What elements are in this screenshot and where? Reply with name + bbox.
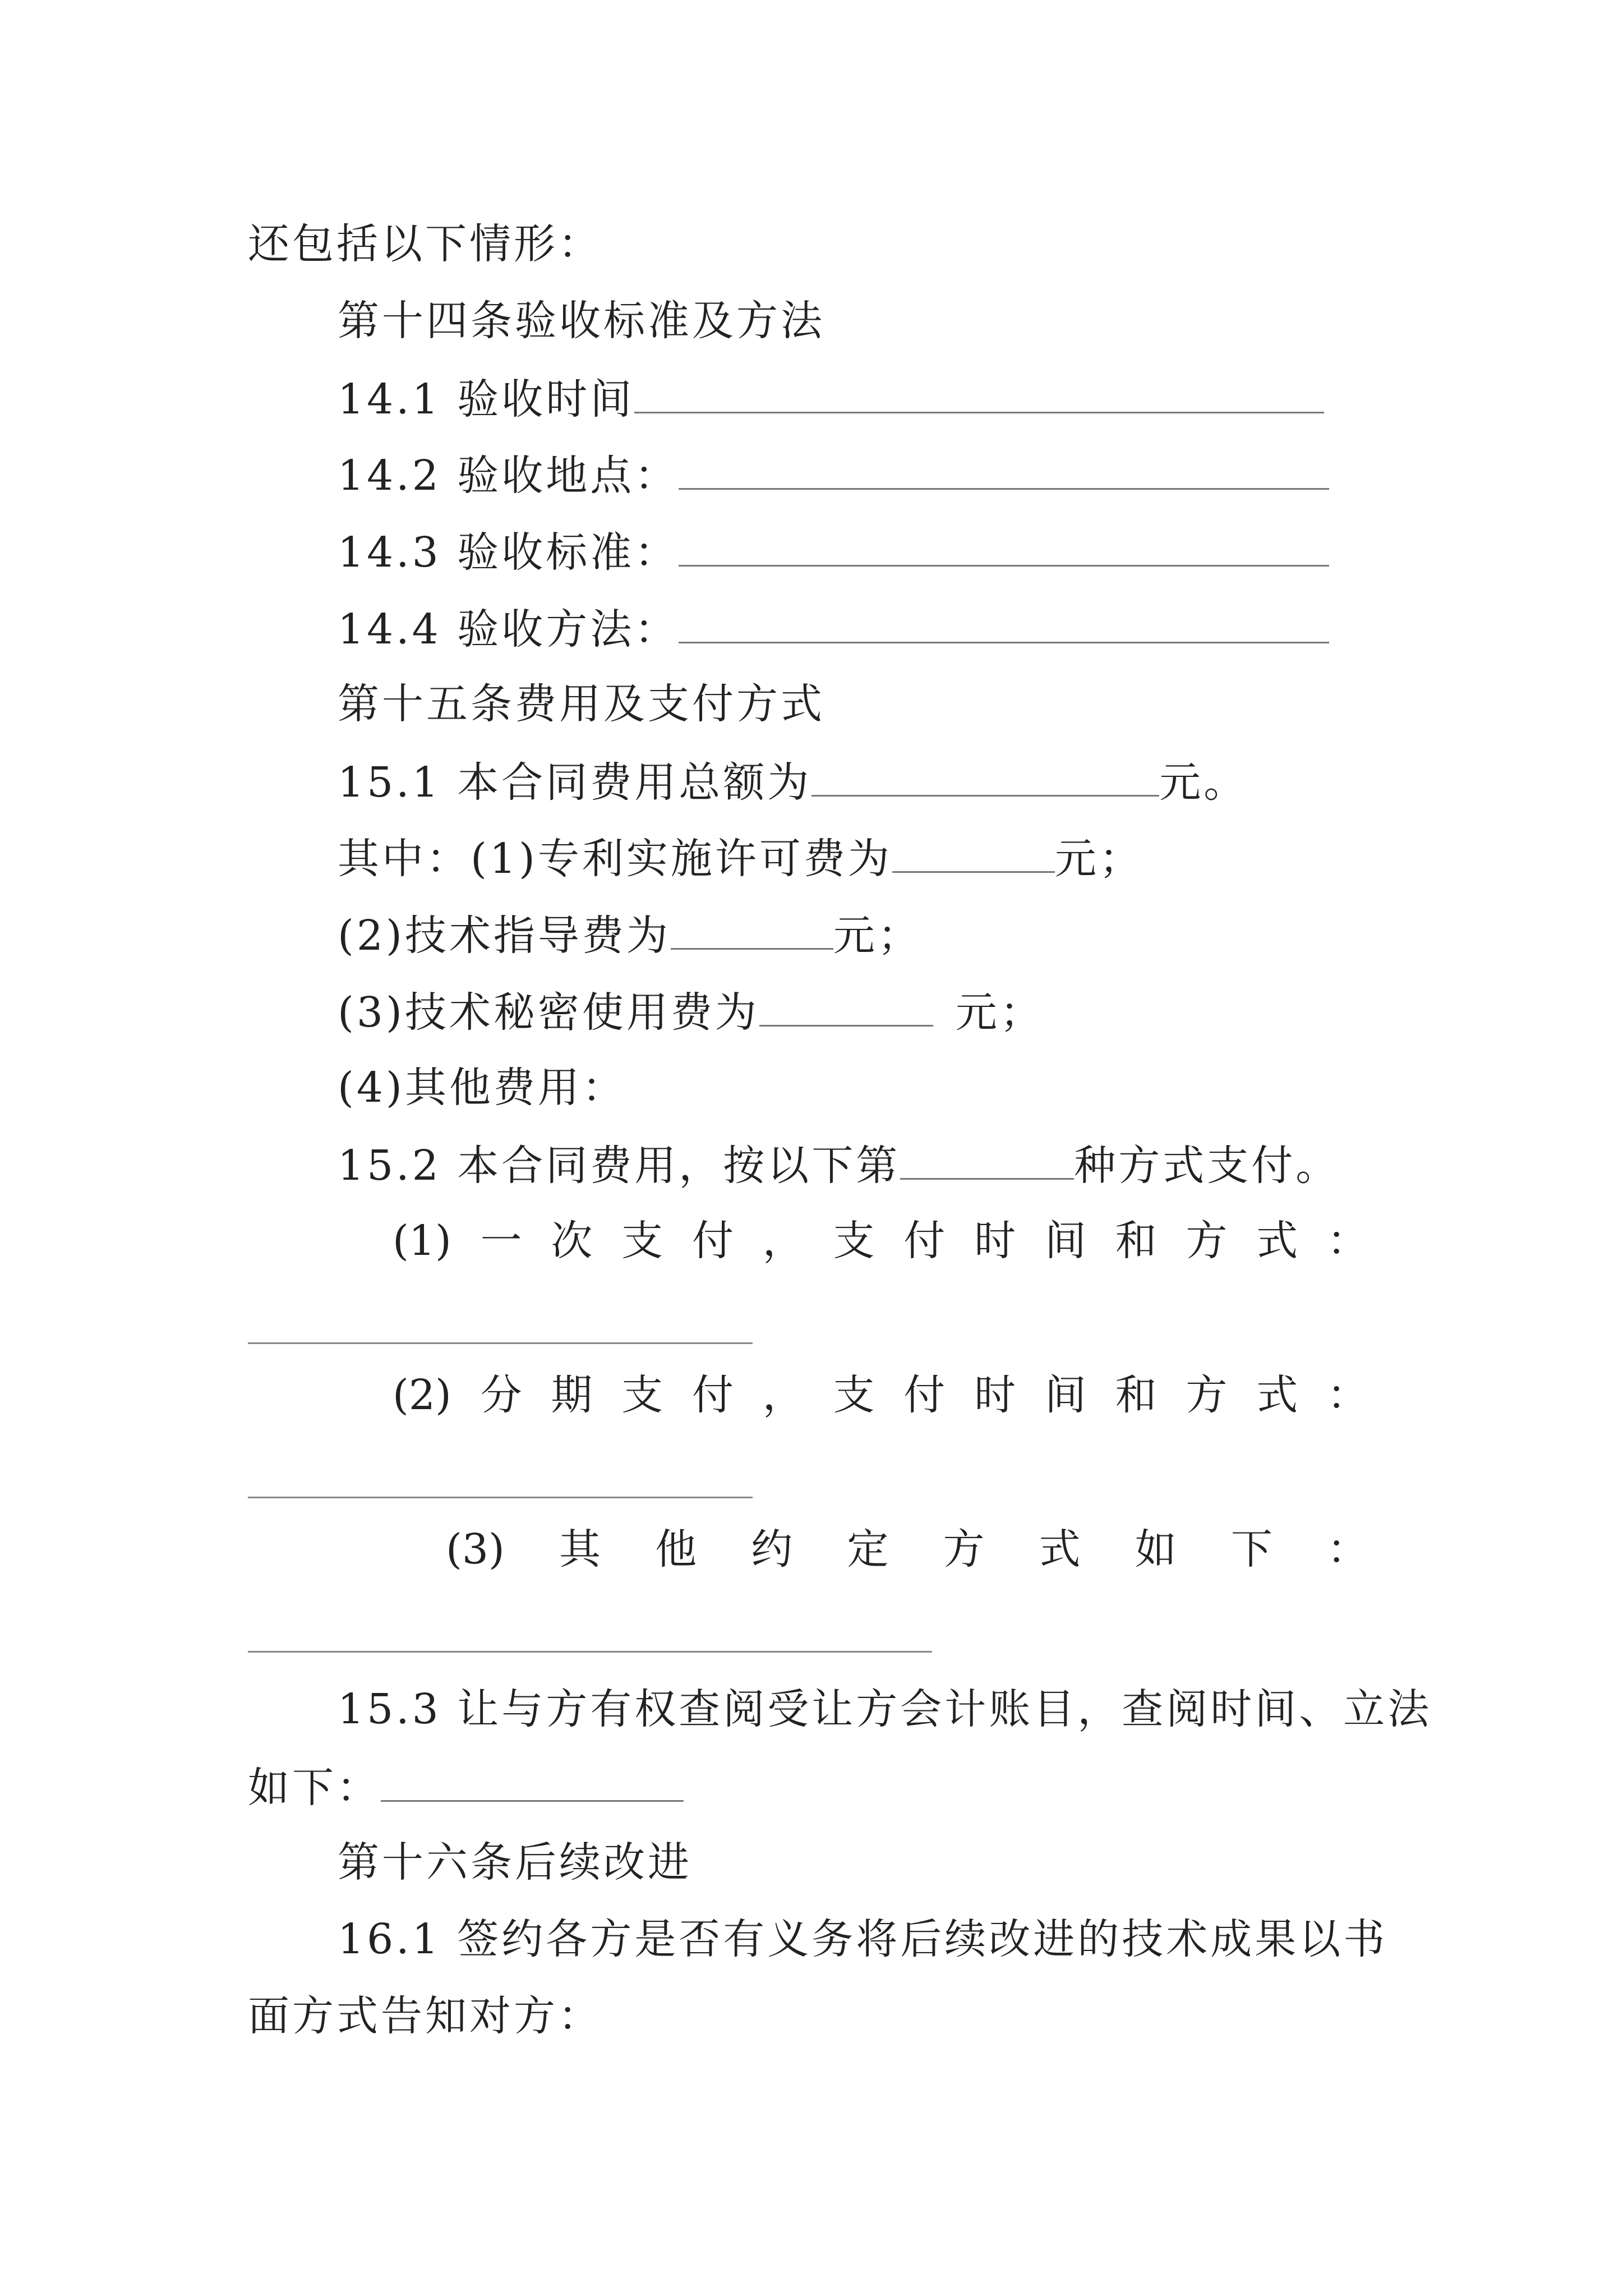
fill-blank[interactable] [892, 836, 1055, 873]
payment-option-1 [393, 1217, 1368, 1265]
option-char: 支 [621, 1217, 663, 1265]
clause-label: (2)技术指导费为 [338, 912, 671, 960]
option-char: 付 [903, 1217, 946, 1265]
payment-option-3 [446, 1525, 1368, 1573]
option-char: 付 [691, 1371, 734, 1419]
clause-14-3 [338, 528, 1329, 577]
clause-label: 其中：(1)专利实施许可费为 [338, 835, 892, 883]
fill-blank[interactable] [679, 530, 1329, 567]
option-char: 时 [974, 1217, 1016, 1265]
fee-item-2 [338, 912, 922, 960]
unit-label: 元。 [1159, 758, 1248, 807]
option-char: 间 [1044, 1217, 1086, 1265]
text-line: 还包括以下情形： [248, 220, 602, 268]
fee-item-3 [338, 988, 1044, 1037]
clause-14-4 [338, 605, 1329, 654]
clause-label: 如下： [248, 1764, 381, 1812]
option-char: 和 [1115, 1217, 1157, 1265]
option-char: ： [1326, 1525, 1368, 1573]
section-heading-14: 第十四条验收标准及方法 [338, 297, 825, 345]
option-char: ， [762, 1217, 804, 1265]
clause-14-1 [338, 375, 1324, 424]
fill-blank[interactable] [759, 990, 933, 1027]
clause-label: 14.4 验收方法： [338, 605, 679, 654]
option-char: 一 [480, 1217, 522, 1265]
option-char: 其 [559, 1525, 601, 1573]
option-char: 和 [1115, 1371, 1157, 1419]
option-char: 支 [833, 1371, 875, 1419]
option-char: 分 [480, 1371, 522, 1419]
clause-label-end: 种方式支付。 [1074, 1142, 1340, 1190]
fill-blank[interactable] [679, 453, 1329, 490]
clause-15-1 [338, 758, 1248, 807]
fee-item-4: (4)其他费用： [338, 1064, 626, 1112]
section-heading-16: 第十六条后续改进 [338, 1838, 692, 1887]
option-char: (2) [393, 1371, 451, 1419]
clause-16-1: 16.1 签约各方是否有义务将后续改进的技术成果以书 [338, 1915, 1388, 1963]
option-char: 时 [974, 1371, 1016, 1419]
option-char: 约 [751, 1525, 793, 1573]
option-char: 如 [1135, 1525, 1177, 1573]
option-char: 期 [551, 1371, 593, 1419]
fill-blank[interactable] [900, 1143, 1074, 1180]
option-char: 支 [833, 1217, 875, 1265]
option-char: (1) [393, 1217, 451, 1265]
option-char: ： [1326, 1217, 1368, 1265]
option-char: 下 [1230, 1525, 1272, 1573]
option-char: 支 [621, 1371, 663, 1419]
unit-label: 元； [1054, 835, 1144, 883]
clause-label: 15.1 本合同费用总额为 [338, 758, 812, 807]
clause-label: (3)技术秘密使用费为 [338, 988, 759, 1037]
unit-label: 元； [833, 912, 922, 960]
fill-blank[interactable] [671, 913, 833, 950]
section-heading-15: 第十五条费用及支付方式 [338, 680, 825, 728]
clause-label: 15.2 本合同费用，按以下第 [338, 1142, 901, 1190]
clause-label: 14.1 验收时间 [338, 375, 635, 424]
fill-blank[interactable] [248, 1497, 753, 1498]
option-char: 式 [1256, 1371, 1298, 1419]
option-char: 定 [847, 1525, 889, 1573]
option-char: 式 [1039, 1525, 1081, 1573]
fill-blank[interactable] [248, 1651, 932, 1653]
fill-blank[interactable] [248, 1342, 753, 1344]
option-char: 间 [1044, 1371, 1086, 1419]
option-char: 方 [1186, 1371, 1228, 1419]
option-char: 方 [1186, 1217, 1228, 1265]
fill-blank[interactable] [679, 607, 1329, 643]
fee-item-1 [338, 835, 1144, 883]
option-char: 方 [943, 1525, 985, 1573]
option-char: (3) [446, 1525, 505, 1573]
clause-label: 14.2 验收地点： [338, 452, 679, 500]
option-char: 他 [655, 1525, 697, 1573]
fill-blank[interactable] [811, 760, 1159, 797]
fill-blank[interactable] [634, 377, 1324, 413]
option-char: ： [1326, 1371, 1368, 1419]
clause-16-1-cont: 面方式告知对方： [248, 1992, 602, 2040]
option-char: 式 [1256, 1217, 1298, 1265]
payment-option-2 [393, 1371, 1368, 1419]
unit-label: 元； [955, 988, 1044, 1037]
fill-blank[interactable] [381, 1765, 684, 1802]
option-char: 付 [903, 1371, 946, 1419]
clause-15-2 [338, 1142, 1340, 1190]
clause-15-3: 15.3 让与方有权查阅受让方会计账目，查阅时间、立法 [338, 1685, 1432, 1733]
option-char: ， [762, 1371, 804, 1419]
option-char: 付 [691, 1217, 734, 1265]
clause-label: 14.3 验收标准： [338, 528, 679, 577]
clause-14-2 [338, 452, 1329, 500]
clause-15-3-cont [248, 1764, 684, 1812]
option-char: 次 [551, 1217, 593, 1265]
